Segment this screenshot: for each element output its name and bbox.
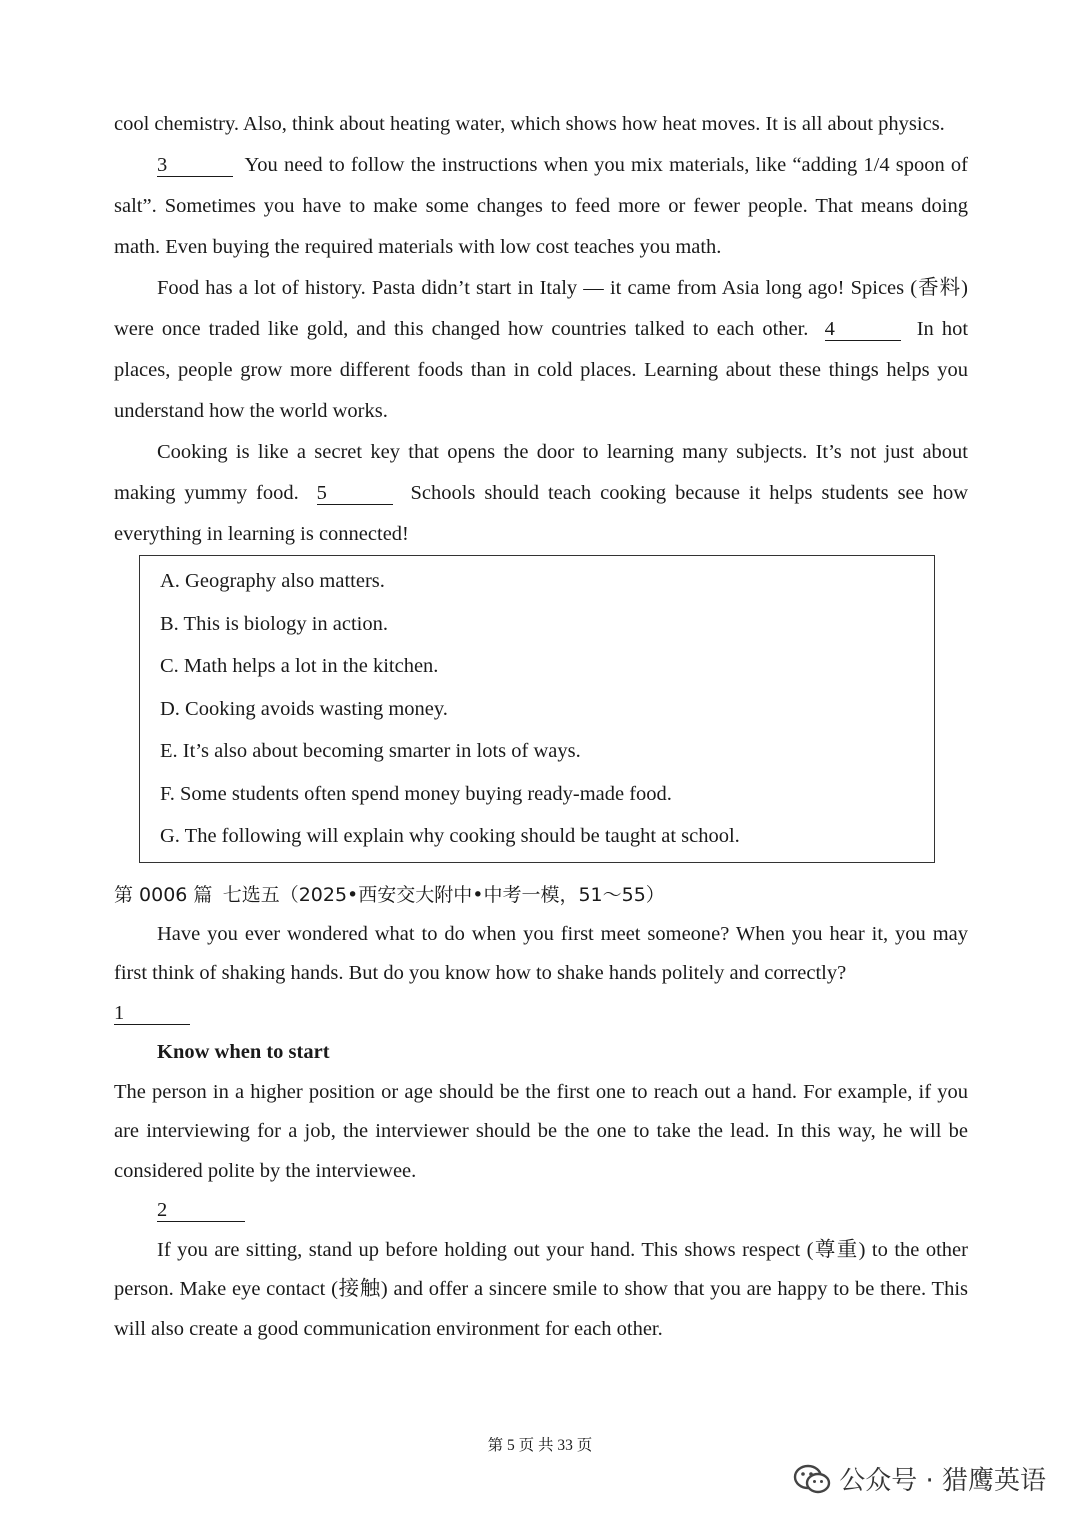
option-b: B. This is biology in action. — [160, 612, 388, 635]
blank-2: 2 — [157, 1199, 245, 1222]
paragraph-history-text-b: In hot places, people grow more different foods than in cold places. Learning about these things helps you understand how the world works. — [114, 318, 969, 422]
subheading-know-when: Know when to start — [157, 1041, 330, 1063]
paragraph-history — [114, 268, 968, 432]
blank-4: 4 — [825, 318, 901, 341]
paragraph-conclusion — [114, 432, 968, 555]
blank-5: 5 — [317, 482, 393, 505]
options-box — [139, 555, 935, 863]
blank-3: 3 — [157, 154, 233, 177]
paragraph-position: The person in a higher position or age should be the first one to reach out a hand. For example, if you are interviewing for a job, the interviewer should be the one to take the lead. In this way, he will be considered polite by the interviewee. — [114, 1080, 968, 1182]
document-page — [114, 104, 968, 1349]
paragraph-conclusion-text-a: Cooking is like a secret key that opens the door to learning many subjects. It’s not just about making yummy food. — [114, 441, 968, 504]
paragraph-respect: If you are sitting, stand up before holding out your hand. This shows respect (尊重) to the other person. Make eye contact (接触) and offer a sincere smile to show that you are happy to be there. This will also create a good communication environment for each other. — [114, 1238, 968, 1340]
paragraph-conclusion-text-b: Schools should teach cooking because it helps students see how everything in learning is connected! — [114, 482, 968, 545]
paragraph-intro: Have you ever wondered what to do when you first meet someone? When you hear it, you may first think of shaking hands. But do you know how to shake hands politely and correctly? — [114, 922, 968, 984]
paragraph-history-text-a: Food has a lot of history. Pasta didn’t start in Italy — it came from Asia long ago! Spices (香料) were once traded like gold, and this changed how countries talked to each other. — [114, 277, 968, 340]
wechat-icon — [793, 1464, 831, 1494]
blank-2-line — [114, 1191, 968, 1231]
section-type: 七选五（2025•西安交大附中•中考一模，51～55） — [222, 883, 665, 906]
option-d: D. Cooking avoids wasting money. — [160, 697, 448, 720]
option-g: G. The following will explain why cooking should be taught at school. — [160, 825, 740, 847]
option-c: C. Math helps a lot in the kitchen. — [160, 655, 439, 677]
option-a: A. Geography also matters. — [160, 570, 385, 592]
section-heading — [114, 875, 968, 915]
option-e: E. It’s also about becoming smarter in lots of ways. — [160, 740, 581, 762]
watermark-text: 公众号 · 猎鹰英语 — [839, 1466, 1046, 1496]
blank-1-line — [114, 994, 968, 1034]
paragraph-math-text: You need to follow the instructions when you mix materials, like “adding 1/4 spoon of salt”. Sometimes you have to make some changes to feed more or fewer people. That means doing math. Even buying the required materials with low cost teaches you math. — [114, 154, 968, 258]
section-label: 第 0006 篇 — [114, 883, 213, 906]
paragraph-physics: cool chemistry. Also, think about heating water, which shows how heat moves. It is all about physics. — [114, 113, 945, 135]
watermark — [793, 1460, 1046, 1497]
blank-1: 1 — [114, 1002, 190, 1025]
page-footer: 第 5 页 共 33 页 — [487, 1437, 593, 1454]
option-f: F. Some students often spend money buying ready-made food. — [160, 782, 672, 805]
paragraph-math — [114, 145, 968, 268]
